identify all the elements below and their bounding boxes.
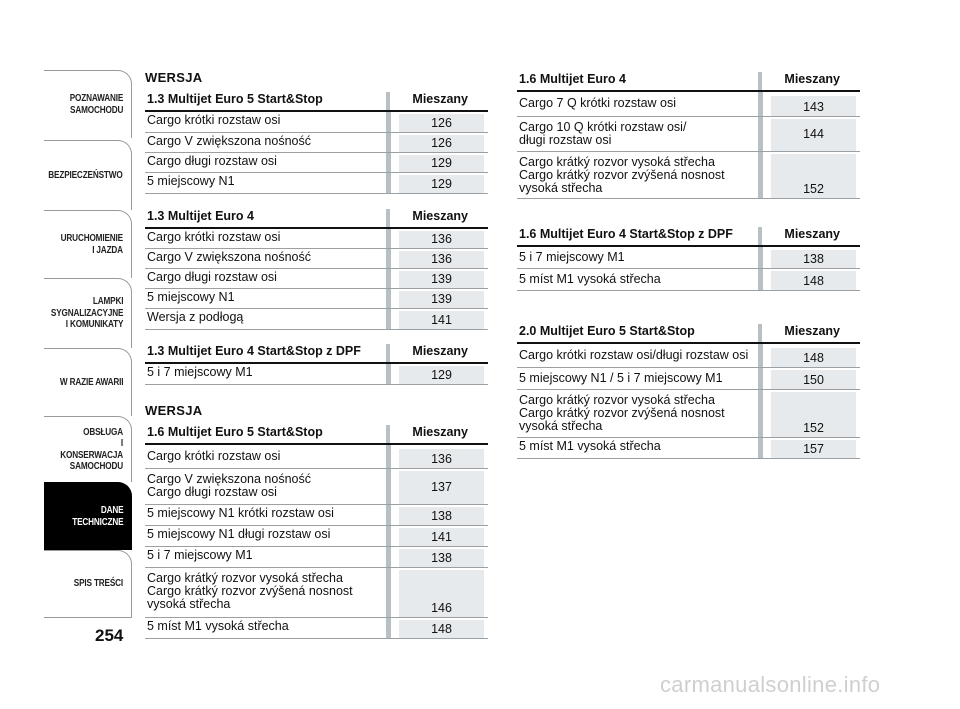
tab-label: POZNAWANIE SAMOCHODU (69, 93, 123, 116)
tab-obsluga-i-konserwacja[interactable] (44, 416, 132, 482)
table-row (145, 153, 488, 173)
row-value: 129 (399, 366, 484, 384)
row-label: Cargo krótki rozstaw osi (147, 230, 281, 244)
row-value: 129 (399, 155, 484, 172)
header-divider (386, 344, 390, 362)
table-header-value: Mieszany (412, 209, 468, 223)
table-header (517, 225, 860, 247)
row-value: 148 (771, 348, 856, 367)
spec-table (145, 90, 488, 194)
table-row (517, 152, 860, 199)
wersja-heading: WERSJA (145, 70, 203, 85)
row-value: 143 (771, 96, 856, 116)
table-row (145, 526, 488, 547)
header-divider (758, 324, 762, 342)
table-row (517, 92, 860, 117)
table-header (145, 342, 488, 364)
row-value: 148 (771, 271, 856, 290)
row-label: Cargo krótki rozstaw osi (147, 449, 281, 463)
row-label: Cargo 10 Q krótki rozstaw osi/ długi rozstaw osi (519, 120, 687, 148)
spec-table (145, 423, 488, 639)
row-value: 139 (399, 291, 484, 308)
row-label: Cargo krátký rozvor vysoká střecha Cargo krátký rozvor zvýšená nosnost vysoká střecha (519, 155, 725, 196)
row-label: Cargo V zwiększona nośność Cargo długi rozstaw osi (147, 472, 311, 500)
table-header (145, 207, 488, 229)
left-section-2 (145, 403, 488, 639)
table-header-label: 1.3 Multijet Euro 5 Start&Stop (147, 92, 323, 106)
table-row (145, 112, 488, 133)
row-value: 137 (399, 471, 484, 504)
tab-spis-tresci[interactable] (44, 550, 132, 618)
row-value: 146 (399, 570, 484, 617)
page-number: 254 (95, 626, 124, 645)
header-divider (386, 209, 390, 227)
row-label: Cargo V zwiększona nośność (147, 134, 311, 148)
wersja-heading: WERSJA (145, 403, 203, 418)
table-row (145, 445, 488, 469)
row-label: Cargo długi rozstaw osi (147, 154, 277, 168)
row-label: 5 miejscowy N1 / 5 i 7 miejscowy M1 (519, 371, 723, 385)
table-header (517, 322, 860, 344)
table-row (517, 344, 860, 368)
table-row (145, 229, 488, 249)
table-row (517, 368, 860, 390)
row-label: 5 i 7 miejscowy M1 (147, 365, 253, 379)
table-header (517, 70, 860, 92)
tab-lampki-sygnalizacyjne[interactable] (44, 278, 132, 348)
tab-bezpieczenstwo[interactable] (44, 140, 132, 210)
table-row (145, 568, 488, 618)
row-value: 138 (399, 549, 484, 567)
table-row (145, 269, 488, 289)
row-label: 5 míst M1 vysoká střecha (147, 619, 289, 633)
tab-label: W RAZIE AWARII (59, 376, 123, 388)
row-value: 138 (771, 250, 856, 268)
watermark: carmanualsonline.info (660, 672, 881, 697)
row-label: Cargo 7 Q krótki rozstaw osi (519, 96, 676, 110)
table-row (145, 547, 488, 568)
row-value: 136 (399, 231, 484, 248)
header-divider (758, 72, 762, 90)
table-header-value: Mieszany (412, 92, 468, 106)
spec-table (517, 70, 860, 199)
table-header-label: 1.3 Multijet Euro 4 (147, 209, 254, 223)
row-value: 126 (399, 114, 484, 132)
row-label: 5 miejscowy N1 (147, 290, 235, 304)
table-header-label: 1.6 Multijet Euro 4 (519, 72, 626, 86)
table-header-value: Mieszany (412, 344, 468, 358)
row-value: 126 (399, 135, 484, 152)
table-header-label: 1.6 Multijet Euro 4 Start&Stop z DPF (519, 227, 733, 241)
tab-w-razie-awarii[interactable] (44, 348, 132, 416)
tab-label: BEZPIECZEŃSTWO (48, 169, 123, 181)
spec-table (517, 225, 860, 291)
table-row (145, 505, 488, 526)
row-value: 136 (399, 449, 484, 468)
row-value: 148 (399, 620, 484, 638)
table-row (145, 364, 488, 385)
table-header (145, 423, 488, 445)
table-header-value: Mieszany (412, 425, 468, 439)
table-row (145, 469, 488, 505)
table-row (517, 438, 860, 459)
row-value: 141 (399, 528, 484, 546)
row-label: 5 i 7 miejscowy M1 (519, 250, 625, 264)
row-label: 5 miejscowy N1 (147, 174, 235, 188)
table-row (145, 173, 488, 194)
header-divider (758, 227, 762, 245)
row-label: 5 míst M1 vysoká střecha (519, 272, 661, 286)
table-row (145, 249, 488, 269)
table-header-value: Mieszany (784, 72, 840, 86)
left-section-1 (145, 70, 488, 385)
spec-table (517, 322, 860, 459)
table-row (517, 117, 860, 152)
table-row (517, 247, 860, 269)
table-header-label: 2.0 Multijet Euro 5 Start&Stop (519, 324, 695, 338)
row-value: 136 (399, 251, 484, 268)
row-value: 138 (399, 507, 484, 525)
table-header (145, 90, 488, 112)
tab-label: OBSŁUGA I KONSERWACJA SAMOCHODU (60, 426, 123, 472)
tab-poznawanie-samochodu[interactable] (44, 70, 132, 138)
header-divider (386, 92, 390, 110)
row-value: 152 (771, 154, 856, 198)
row-value: 139 (399, 271, 484, 288)
table-header-value: Mieszany (784, 227, 840, 241)
tab-label: DANE TECHNICZNE (71, 505, 123, 528)
row-label: Cargo krótki rozstaw osi/długi rozstaw osi (519, 348, 749, 362)
table-row (145, 133, 488, 153)
table-row (145, 309, 488, 330)
row-value: 129 (399, 175, 484, 193)
spec-table (145, 207, 488, 330)
row-label: 5 míst M1 vysoká střecha (519, 439, 661, 453)
row-value: 152 (771, 392, 856, 437)
row-label: 5 miejscowy N1 krótki rozstaw osi (147, 506, 334, 520)
row-value: 150 (771, 370, 856, 389)
row-value: 144 (771, 119, 856, 151)
row-label: Cargo krótki rozstaw osi (147, 113, 281, 127)
row-label: Cargo V zwiększona nośność (147, 250, 311, 264)
table-header-label: 1.6 Multijet Euro 5 Start&Stop (147, 425, 323, 439)
table-row (517, 269, 860, 291)
row-label: 5 miejscowy N1 długi rozstaw osi (147, 527, 331, 541)
row-label: Wersja z podłogą (147, 310, 244, 324)
tab-label: SPIS TREŚCI (73, 578, 123, 590)
row-value: 157 (771, 440, 856, 458)
tab-label: LAMPKI SYGNALIZACYJNE I KOMUNIKATY (50, 296, 123, 331)
table-header-label: 1.3 Multijet Euro 4 Start&Stop z DPF (147, 344, 361, 358)
tab-uruchomienie-i-jazda[interactable] (44, 210, 132, 278)
row-label: Cargo krátký rozvor vysoká střecha Cargo krátký rozvor zvýšená nosnost vysoká střecha (519, 393, 725, 434)
header-divider (386, 425, 390, 443)
row-label: Cargo krátký rozvor vysoká střecha Cargo krátký rozvor zvýšená nosnost vysoká střecha (147, 571, 353, 612)
spec-table (145, 342, 488, 385)
row-label: Cargo długi rozstaw osi (147, 270, 277, 284)
table-row (145, 618, 488, 639)
tab-dane-techniczne[interactable] (44, 482, 132, 550)
table-row (145, 289, 488, 309)
table-row (517, 390, 860, 438)
row-value: 141 (399, 311, 484, 329)
row-label: 5 i 7 miejscowy M1 (147, 548, 253, 562)
right-column (517, 70, 860, 459)
table-header-value: Mieszany (784, 324, 840, 338)
tab-label: URUCHOMIENIE I JAZDA (60, 233, 123, 256)
